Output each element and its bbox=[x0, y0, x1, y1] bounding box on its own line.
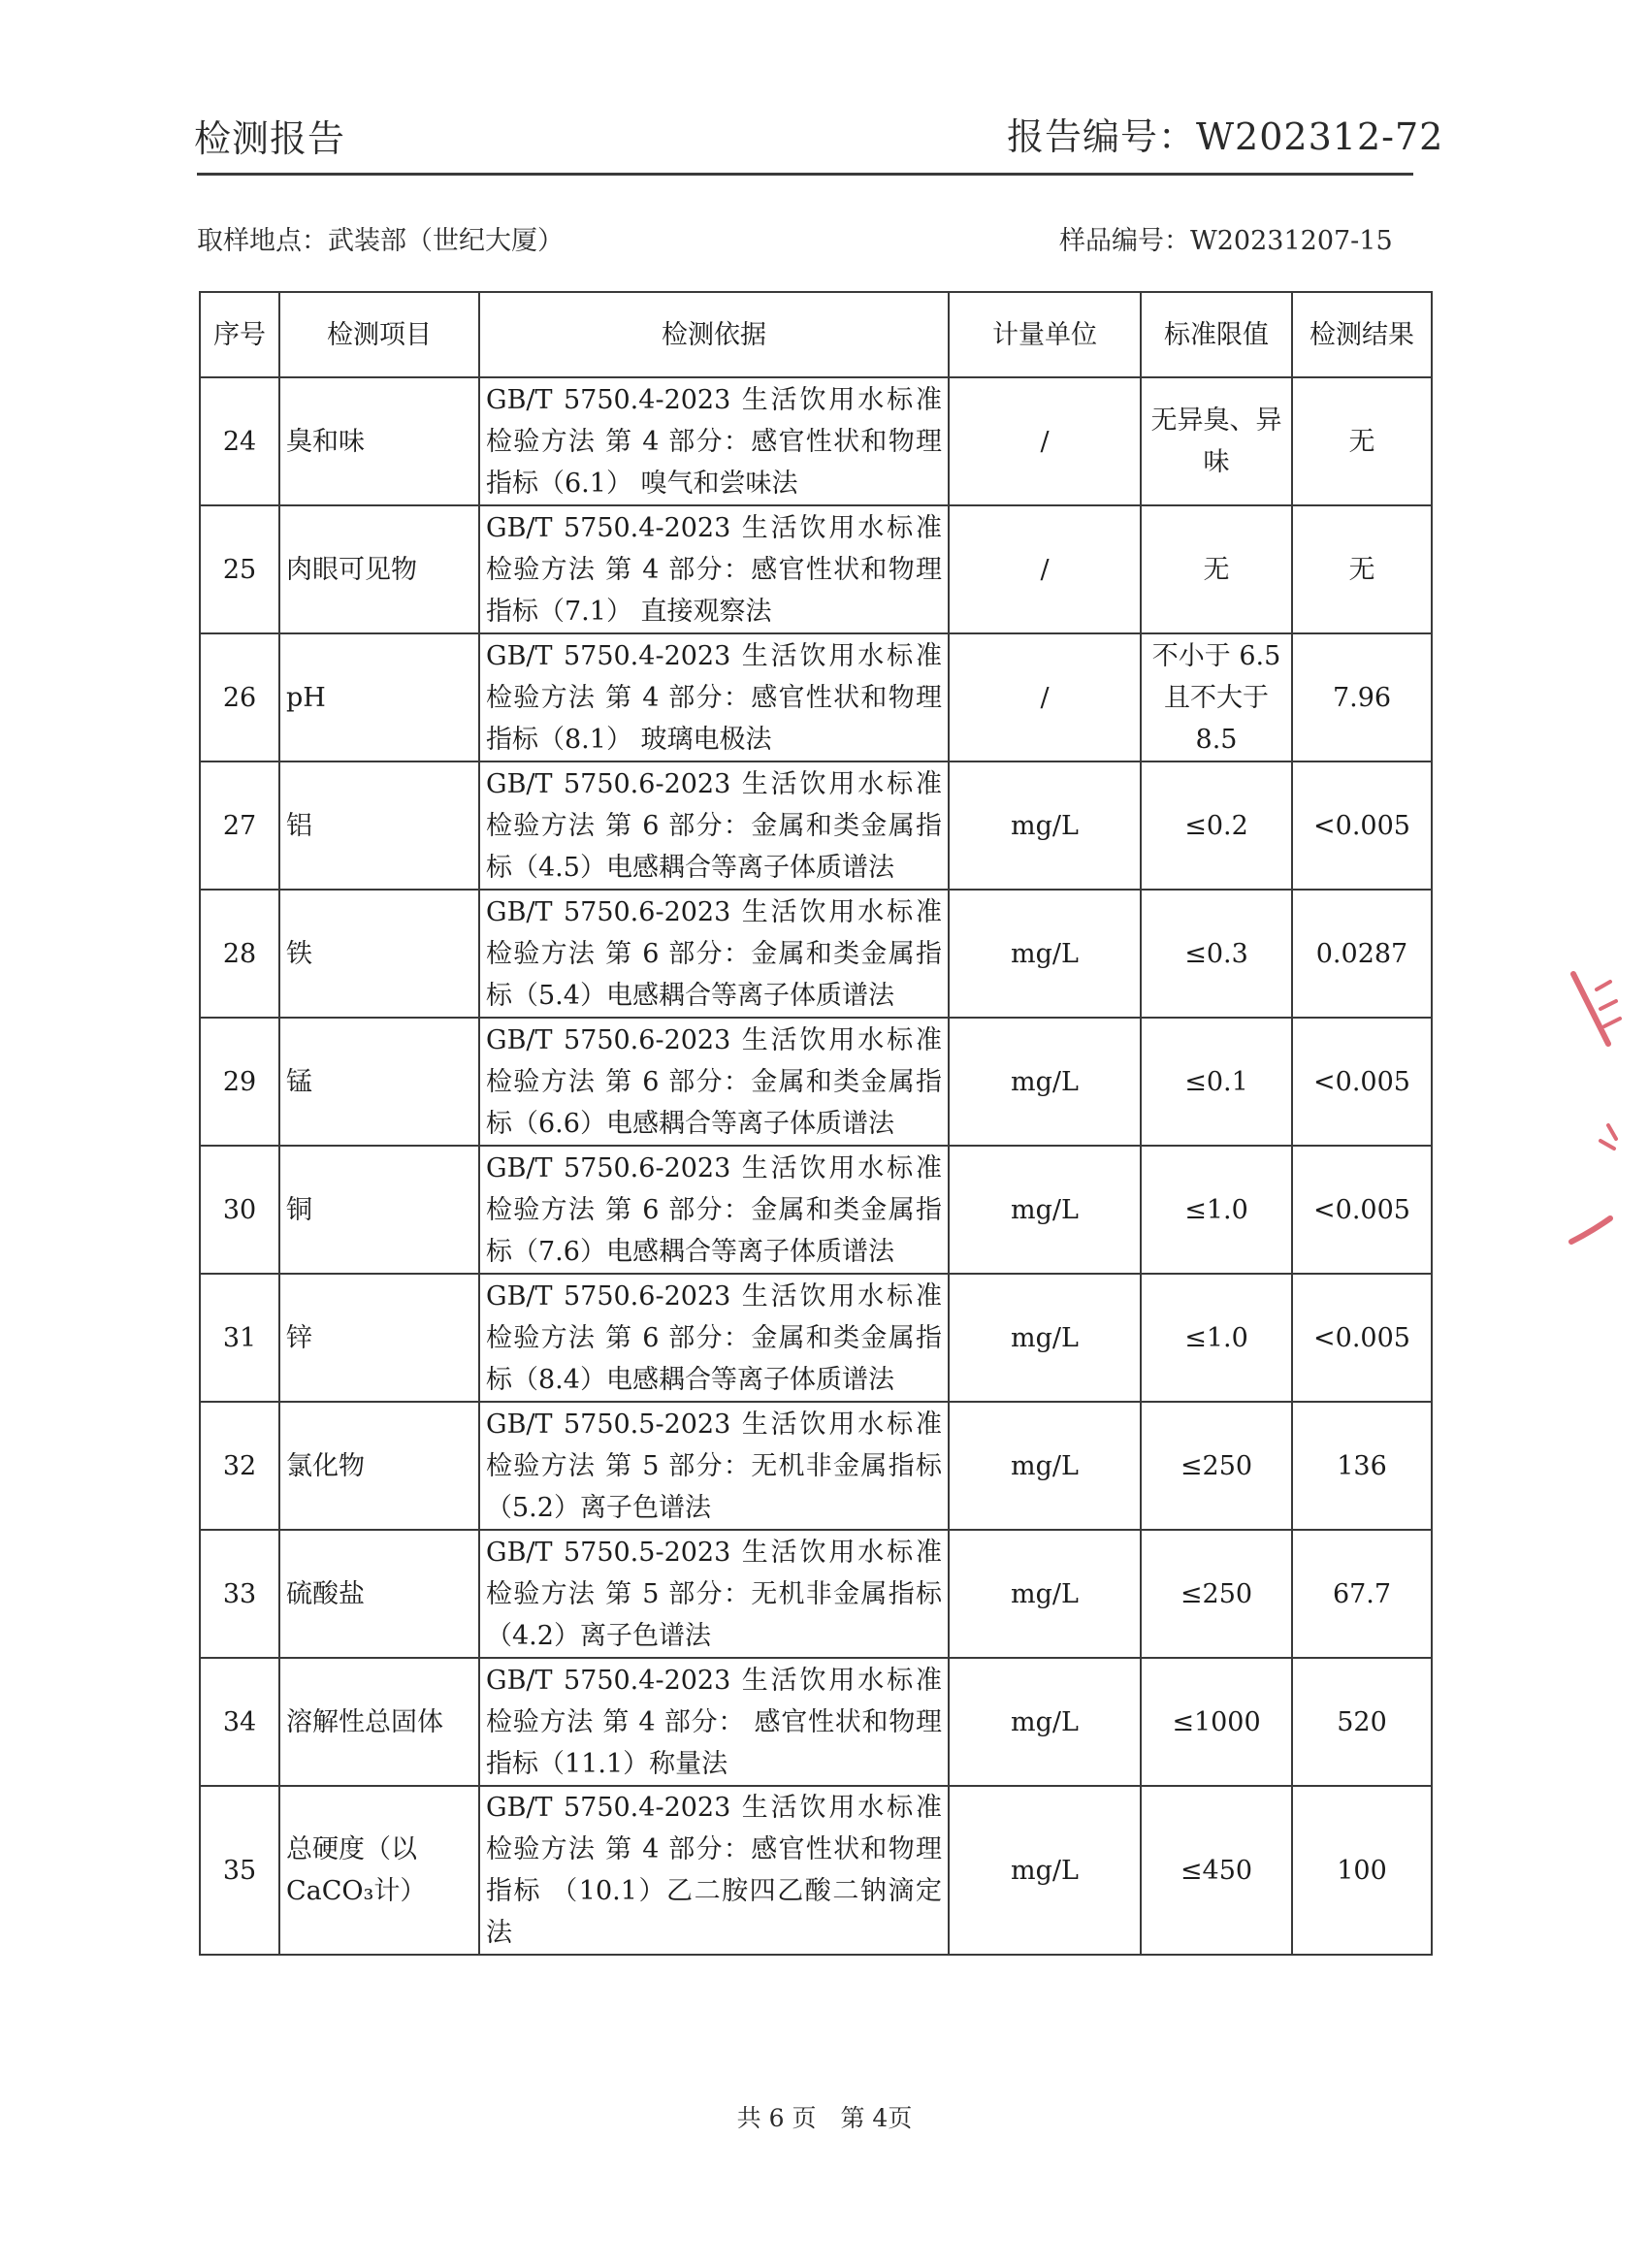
row-result: 0.0287 bbox=[1292, 890, 1432, 1018]
row-limit: ≤0.1 bbox=[1141, 1018, 1292, 1146]
row-limit: ≤1.0 bbox=[1141, 1274, 1292, 1402]
row-unit: mg/L bbox=[949, 1274, 1141, 1402]
row-result: 136 bbox=[1292, 1402, 1432, 1530]
row-result: 100 bbox=[1292, 1786, 1432, 1955]
row-unit: / bbox=[949, 633, 1141, 761]
table-row bbox=[200, 1658, 1432, 1786]
row-no: 35 bbox=[200, 1786, 279, 1955]
row-no: 25 bbox=[200, 505, 279, 633]
row-no: 31 bbox=[200, 1274, 279, 1402]
row-limit: 不小于 6.5 且不大于 8.5 bbox=[1141, 633, 1292, 761]
row-basis: GB/T 5750.4-2023 生活饮用水标准检验方法 第 4 部分： 感官性状和物理指标（11.1）称量法 bbox=[479, 1658, 949, 1786]
header-divider bbox=[197, 173, 1413, 176]
row-result: 无 bbox=[1292, 505, 1432, 633]
row-unit: mg/L bbox=[949, 1658, 1141, 1786]
row-result: <0.005 bbox=[1292, 761, 1432, 890]
table-row bbox=[200, 1274, 1432, 1402]
row-unit: mg/L bbox=[949, 890, 1141, 1018]
row-unit: mg/L bbox=[949, 761, 1141, 890]
row-no: 24 bbox=[200, 377, 279, 505]
row-basis: GB/T 5750.6-2023 生活饮用水标准检验方法 第 6 部分：金属和类金属指标（4.5）电感耦合等离子体质谱法 bbox=[479, 761, 949, 890]
table-row bbox=[200, 1530, 1432, 1658]
table-row bbox=[200, 761, 1432, 890]
table-row bbox=[200, 633, 1432, 761]
row-no: 26 bbox=[200, 633, 279, 761]
sample-number: 样品编号：W20231207-15 bbox=[1059, 226, 1393, 256]
row-result: 67.7 bbox=[1292, 1530, 1432, 1658]
row-limit: ≤250 bbox=[1141, 1530, 1292, 1658]
header-limit: 标准限值 bbox=[1141, 292, 1292, 377]
table-row bbox=[200, 1146, 1432, 1274]
table-row bbox=[200, 1786, 1432, 1955]
table-row bbox=[200, 1018, 1432, 1146]
row-unit: mg/L bbox=[949, 1402, 1141, 1530]
header-no: 序号 bbox=[200, 292, 279, 377]
row-result: <0.005 bbox=[1292, 1274, 1432, 1402]
row-basis: GB/T 5750.4-2023 生活饮用水标准检验方法 第 4 部分：感官性状和物理指标（7.1） 直接观察法 bbox=[479, 505, 949, 633]
row-item: 肉眼可见物 bbox=[279, 505, 479, 633]
row-item: 铁 bbox=[279, 890, 479, 1018]
row-item: 臭和味 bbox=[279, 377, 479, 505]
row-basis: GB/T 5750.6-2023 生活饮用水标准检验方法 第 6 部分：金属和类金属指标（7.6）电感耦合等离子体质谱法 bbox=[479, 1146, 949, 1274]
table-row bbox=[200, 377, 1432, 505]
row-item: 溶解性总固体 bbox=[279, 1658, 479, 1786]
row-item: 锰 bbox=[279, 1018, 479, 1146]
row-unit: mg/L bbox=[949, 1018, 1141, 1146]
row-no: 27 bbox=[200, 761, 279, 890]
row-no: 29 bbox=[200, 1018, 279, 1146]
row-no: 34 bbox=[200, 1658, 279, 1786]
table-row bbox=[200, 890, 1432, 1018]
row-unit: / bbox=[949, 377, 1141, 505]
row-limit: ≤450 bbox=[1141, 1786, 1292, 1955]
row-basis: GB/T 5750.6-2023 生活饮用水标准检验方法 第 6 部分：金属和类金属指标（8.4）电感耦合等离子体质谱法 bbox=[479, 1274, 949, 1402]
row-basis: GB/T 5750.4-2023 生活饮用水标准检验方法 第 4 部分：感官性状和物理指标（6.1） 嗅气和尝味法 bbox=[479, 377, 949, 505]
row-basis: GB/T 5750.6-2023 生活饮用水标准检验方法 第 6 部分：金属和类金属指标（5.4）电感耦合等离子体质谱法 bbox=[479, 890, 949, 1018]
seal-stamp-fragment bbox=[1552, 951, 1630, 1280]
row-item: 总硬度（以CaCO₃计） bbox=[279, 1786, 479, 1955]
row-item: 氯化物 bbox=[279, 1402, 479, 1530]
row-no: 33 bbox=[200, 1530, 279, 1658]
row-limit: ≤0.2 bbox=[1141, 761, 1292, 890]
row-limit: ≤250 bbox=[1141, 1402, 1292, 1530]
row-basis: GB/T 5750.5-2023 生活饮用水标准检验方法 第 5 部分：无机非金属指标（4.2）离子色谱法 bbox=[479, 1530, 949, 1658]
row-basis: GB/T 5750.6-2023 生活饮用水标准检验方法 第 6 部分：金属和类金属指标（6.6）电感耦合等离子体质谱法 bbox=[479, 1018, 949, 1146]
sampling-location: 取样地点：武装部（世纪大厦） bbox=[197, 226, 564, 256]
row-basis: GB/T 5750.5-2023 生活饮用水标准检验方法 第 5 部分：无机非金属指标（5.2）离子色谱法 bbox=[479, 1402, 949, 1530]
row-unit: mg/L bbox=[949, 1530, 1141, 1658]
row-no: 30 bbox=[200, 1146, 279, 1274]
header-item: 检测项目 bbox=[279, 292, 479, 377]
row-result: 无 bbox=[1292, 377, 1432, 505]
row-item: 硫酸盐 bbox=[279, 1530, 479, 1658]
page-pagination: 共 6 页 第 4页 bbox=[736, 2104, 913, 2132]
row-limit: ≤0.3 bbox=[1141, 890, 1292, 1018]
row-result: 7.96 bbox=[1292, 633, 1432, 761]
row-basis: GB/T 5750.4-2023 生活饮用水标准检验方法 第 4 部分：感官性状和物理指标（8.1） 玻璃电极法 bbox=[479, 633, 949, 761]
row-unit: / bbox=[949, 505, 1141, 633]
row-basis: GB/T 5750.4-2023 生活饮用水标准检验方法 第 4 部分：感官性状和物理指标 （10.1）乙二胺四乙酸二钠滴定法 bbox=[479, 1786, 949, 1955]
row-unit: mg/L bbox=[949, 1146, 1141, 1274]
row-result: 520 bbox=[1292, 1658, 1432, 1786]
row-limit: ≤1000 bbox=[1141, 1658, 1292, 1786]
row-item: 铜 bbox=[279, 1146, 479, 1274]
row-item: 铝 bbox=[279, 761, 479, 890]
report-title: 检测报告 bbox=[194, 117, 346, 160]
row-no: 28 bbox=[200, 890, 279, 1018]
row-no: 32 bbox=[200, 1402, 279, 1530]
row-limit: ≤1.0 bbox=[1141, 1146, 1292, 1274]
table-row bbox=[200, 1402, 1432, 1530]
row-limit: 无异臭、异味 bbox=[1141, 377, 1292, 505]
row-unit: mg/L bbox=[949, 1786, 1141, 1955]
header-result: 检测结果 bbox=[1292, 292, 1432, 377]
row-result: <0.005 bbox=[1292, 1018, 1432, 1146]
row-item: 锌 bbox=[279, 1274, 479, 1402]
header-basis: 检测依据 bbox=[479, 292, 949, 377]
row-item: pH bbox=[279, 633, 479, 761]
header-unit: 计量单位 bbox=[949, 292, 1141, 377]
table-header-row bbox=[200, 292, 1432, 377]
report-number: 报告编号：W202312-72 bbox=[1007, 115, 1444, 158]
row-result: <0.005 bbox=[1292, 1146, 1432, 1274]
results-table bbox=[199, 291, 1433, 1956]
row-limit: 无 bbox=[1141, 505, 1292, 633]
table-row bbox=[200, 505, 1432, 633]
